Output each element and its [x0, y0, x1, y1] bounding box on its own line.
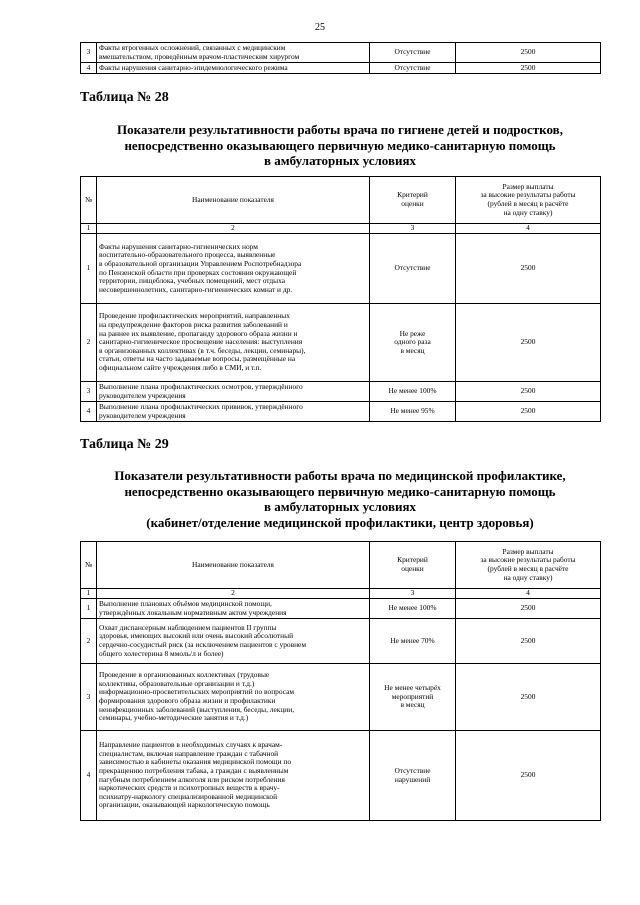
header-amount: [456, 177, 601, 224]
criterion: Не менее 100%: [370, 599, 456, 619]
text-line: на одну ставку): [503, 572, 553, 582]
title-line: непосредственно оказывающего первичную медико-санитарную помощь: [124, 483, 556, 499]
title-line: в амбулаторных условиях: [264, 153, 416, 168]
text-line: руководителем учреждения: [99, 410, 186, 420]
amount: 2500: [456, 234, 601, 304]
indicator-text: [97, 731, 370, 821]
indicator-text: [97, 599, 370, 619]
indicator-text: [97, 63, 370, 74]
col-number: 4: [456, 589, 601, 599]
text-line: на одну ставку): [503, 207, 553, 217]
text-line: Отсутствие: [394, 765, 431, 775]
col-number: 2: [97, 589, 370, 599]
row-number: 4: [81, 402, 97, 422]
text-line: Факты нарушения санитарно-гигиенических норм: [99, 241, 258, 251]
row-number: 4: [81, 731, 97, 821]
text-line: здоровья, имеющих высокий или очень высокий абсолютный: [99, 631, 294, 641]
text-line: Выполнение плановых объёмов медицинской помощи,: [99, 598, 272, 608]
text-line: оценки: [401, 564, 424, 573]
title-line: Показатели результативности работы врача по гигиене детей и подростков,: [117, 122, 563, 137]
table-29: [80, 541, 601, 821]
criterion: Не менее 100%: [370, 382, 456, 402]
indicator-text: [97, 664, 370, 731]
amount: 2500: [456, 619, 601, 664]
col-number: 3: [370, 589, 456, 599]
column-number-row: [81, 224, 601, 234]
table-row: [81, 234, 601, 304]
text-line: неинфекционных заболеваний (выступления, беседы, лекции,: [99, 704, 295, 714]
header-row: [81, 542, 601, 589]
table-row: [81, 731, 601, 821]
table-row: [81, 304, 601, 382]
text-line: Проведение профилактических мероприятий, направленных: [99, 311, 290, 321]
text-line: за высокие результаты работы: [480, 190, 576, 200]
table-28-title: [80, 122, 600, 169]
text-line: официальном сайте учреждения либо в СМИ, и т.п.: [99, 362, 262, 372]
column-number-row: [81, 589, 601, 599]
col-number: 1: [81, 589, 97, 599]
title-line: непосредственно оказывающего первичную медико-санитарную помощь: [124, 137, 556, 153]
text-line: наркотических средств и психотропных веществ к врачу-: [99, 783, 280, 793]
amount: 2500: [456, 304, 601, 382]
indicator-text: [97, 234, 370, 304]
header-criterion: [370, 542, 456, 589]
table-row: [81, 43, 601, 63]
table-28-heading: Таблица № 28: [80, 90, 169, 105]
text-line: Выполнение плана профилактических прививок, утверждённого: [99, 401, 303, 411]
text-line: семинары, учебно-методические занятия и т.д.): [99, 713, 249, 723]
row-number: 3: [81, 664, 97, 731]
table-row: [81, 63, 601, 74]
text-line: воспитательно-образовательного процесса, выявленные: [99, 250, 276, 260]
text-line: (рублей в месяц в расчёте: [487, 564, 569, 573]
text-line: на раннее их выявление, пропаганду здорового образа жизни и: [99, 328, 298, 338]
header-num: №: [81, 177, 97, 224]
row-number: 2: [81, 619, 97, 664]
header-criterion: [370, 177, 456, 224]
col-number: 3: [370, 224, 456, 234]
continuation-table: [80, 42, 601, 74]
header-name: Наименование показателя: [97, 542, 370, 589]
header-amount: [456, 542, 601, 589]
text-line: формирования здорового образа жизни и профилактики: [99, 696, 276, 705]
text-line: Размер выплаты: [502, 546, 554, 556]
criterion: [370, 304, 456, 382]
amount: 2500: [456, 664, 601, 731]
text-line: специалистам, включая направление граждан с табачной: [99, 748, 279, 758]
indicator-text: [97, 304, 370, 382]
text-line: санитарно-гигиеническое просвещение населения: выступления: [99, 337, 303, 347]
text-line: Размер выплаты: [502, 181, 554, 191]
criterion: Отсутствие: [370, 63, 456, 74]
criterion: Не менее 70%: [370, 619, 456, 664]
col-number: 4: [456, 224, 601, 234]
text-line: несовершеннолетних, санитарно-гигиенических комнат и др.: [99, 284, 293, 294]
text-line: Не реже: [399, 328, 426, 338]
table-29-title: [80, 468, 600, 530]
table-row: [81, 599, 601, 619]
criterion: [370, 664, 456, 731]
amount: 2500: [456, 599, 601, 619]
text-line: в месяц: [400, 700, 425, 710]
text-line: Охват диспансерным наблюдением пациентов II группы: [99, 622, 277, 632]
text-line: Не менее четырёх: [384, 683, 441, 693]
indicator-text: [97, 402, 370, 422]
text-line: в образовательной организации Управлением Роспотребнадзора: [99, 258, 302, 268]
page-number: 25: [315, 22, 325, 33]
text-line: информационно-просветительских мероприятий по вопросам: [99, 687, 295, 697]
text-line: руководителем учреждения: [99, 390, 186, 400]
row-number: 3: [81, 382, 97, 402]
table-29-heading: Таблица № 29: [80, 437, 169, 452]
text-line: оценки: [401, 199, 424, 208]
amount: 2500: [456, 43, 601, 63]
table-row: [81, 619, 601, 664]
table-row: [81, 382, 601, 402]
table-28: [80, 176, 601, 422]
row-number: 3: [81, 43, 97, 63]
criterion: Отсутствие: [370, 234, 456, 304]
title-line: Показатели результативности работы врача по медицинской профилактике,: [114, 468, 566, 483]
row-number: 1: [81, 599, 97, 619]
text-line: за высокие результаты работы: [480, 555, 576, 565]
text-line: психиатру-наркологу специализированной медицинской: [99, 791, 278, 801]
criterion: Не менее 95%: [370, 402, 456, 422]
row-number: 1: [81, 234, 97, 304]
table-row: [81, 402, 601, 422]
header-num: №: [81, 542, 97, 589]
text-line: (рублей в месяц в расчёте: [487, 199, 569, 208]
criterion: Отсутствие: [370, 43, 456, 63]
text-line: коллективы, образовательные организации и т.д.): [99, 678, 255, 688]
text-line: по Пензенской области при проверках состояния окружающей: [99, 267, 297, 277]
table-row: [81, 664, 601, 731]
text-line: территории, пищеблока, учебных помещений, мест отдыха: [99, 276, 286, 286]
text-line: общего холестерина 8 ммоль/л и более): [99, 648, 224, 658]
text-line: в месяц: [400, 345, 425, 355]
text-line: прекращению потребления табака, а граждан с выявленным: [99, 765, 289, 775]
indicator-text: [97, 382, 370, 402]
title-line: в амбулаторных условиях: [264, 499, 416, 514]
text-line: на предупреждение факторов риска развития заболеваний и: [99, 320, 288, 330]
text-line: статьи, ответы на часто задаваемые вопросы, размещённые на: [99, 354, 296, 364]
text-line: в организованных коллективах (в т.ч. беседы, лекции, семинары),: [99, 345, 306, 355]
amount: 2500: [456, 382, 601, 402]
indicator-text: [97, 619, 370, 664]
title-line: (кабинет/отделение медицинской профилактики, центр здоровья): [146, 514, 534, 530]
text-line: зависимостью в кабинеты оказания медицинской помощи по: [99, 757, 292, 767]
header-row: [81, 177, 601, 224]
text-line: одного раза: [394, 337, 431, 347]
text-line: нарушений: [394, 774, 431, 784]
row-number: 4: [81, 63, 97, 74]
text-line: Факты нарушения санитарно-эпидемиологического режима: [99, 62, 288, 72]
text-line: вмешательством, проведённым врачом-пластическим хирургом: [99, 51, 300, 61]
text-line: организации, оказывающей наркологическую помощь: [99, 800, 270, 810]
header-name: Наименование показателя: [97, 177, 370, 224]
criterion: [370, 731, 456, 821]
text-line: пагубным потреблением алкоголя или риском потребления: [99, 774, 285, 784]
text-line: сердечно-сосудистый риск (за исключением пациентов с уровнем: [99, 640, 307, 649]
text-line: утверждённых локальным нормативным актом учреждения: [99, 607, 287, 617]
amount: 2500: [456, 731, 601, 821]
text-line: Проведение в организованных коллективах (трудовые: [99, 670, 270, 680]
indicator-text: [97, 43, 370, 63]
text-line: Выполнение плана профилактических осмотров, утверждённого: [99, 381, 303, 391]
col-number: 1: [81, 224, 97, 234]
text-line: Критерий: [397, 190, 428, 200]
col-number: 2: [97, 224, 370, 234]
amount: 2500: [456, 402, 601, 422]
row-number: 2: [81, 304, 97, 382]
text-line: Факты ятрогенных осложнений, связанных с медицинским: [99, 42, 286, 52]
text-line: мероприятий: [391, 691, 434, 701]
text-line: Направление пациентов в необходимых случаях к врачам-: [99, 740, 283, 750]
text-line: Критерий: [397, 555, 428, 565]
amount: 2500: [456, 63, 601, 74]
